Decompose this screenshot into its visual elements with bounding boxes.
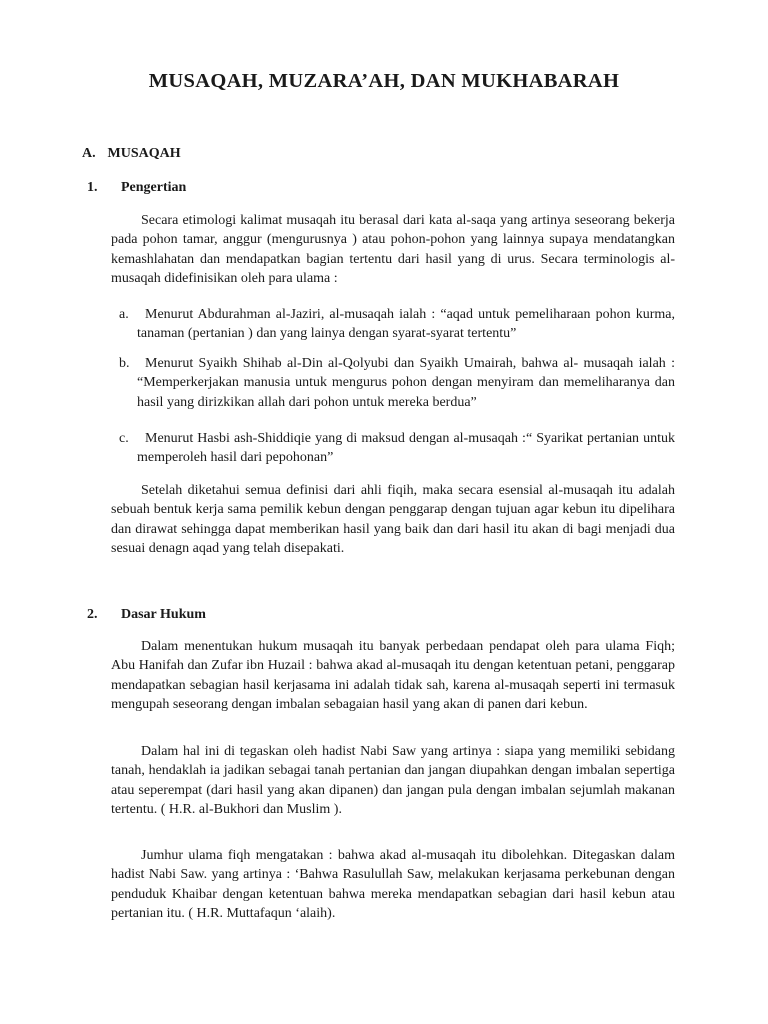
paragraph-hukum-2: Dalam hal ini di tegaskan oleh hadist Nabi Saw yang artinya : siapa yang memiliki sebidang tanah, hendaklah ia jadikan sebagai tanah pertanian dan jangan diupahkan dengan imbalan sepertiga atau seperempat (dari hasil yang akan dipanen) dan jangan pula dengan imbalan sejumlah makanan tertentu. ( H.R. al-Bukhori dan Muslim ). bbox=[111, 744, 675, 818]
subheading-pengertian bbox=[87, 180, 387, 200]
subheading-label: Dasar Hukum bbox=[121, 607, 206, 622]
subheading-number: 2. bbox=[87, 607, 98, 622]
list-item-text: Menurut Abdurahman al-Jaziri, al-musaqah ialah : “aqad untuk pemeliharaan pohon kurma, tanaman (pertanian ) dan yang lainya dengan syarat-syarat tertentu” bbox=[137, 307, 675, 342]
section-number: A. bbox=[82, 146, 96, 161]
paragraph-hukum-1: Dalam menentukan hukum musaqah itu banyak perbedaan pendapat oleh para ulama Fiqh; Abu Hanifah dan Zufar ibn Huzail : bahwa akad al-musaqah itu dengan ketentuan petani, penggarap mendapatkan sebagian hasil kerjasama ini adalah tidak sah, karena al-musaqah seperti ini termasuk mengupah seseorang dengan imbalan sebagaian hasil yang akan di panen dari kebun. bbox=[111, 639, 675, 713]
list-marker: b. bbox=[119, 356, 130, 371]
list-item-b bbox=[111, 354, 675, 412]
list-item-text: Menurut Syaikh Shihab al-Din al-Qolyubi dan Syaikh Umairah, bahwa al- musaqah ialah : “Memperkerjakan manusia untuk mengurus pohon dengan menyiram dan memeliharanya dan hasil yang dirizkikan allah dari pohon untuk mereka berdua” bbox=[137, 356, 675, 410]
section-label: MUSAQAH bbox=[107, 146, 181, 161]
section-heading-musaqah bbox=[82, 146, 181, 162]
subheading-number: 1. bbox=[87, 180, 98, 195]
paragraph-hukum-3: Jumhur ulama fiqh mengatakan : bahwa akad al-musaqah itu dibolehkan. Ditegaskan dalam hadist Nabi Saw. yang artinya : ‘Bahwa Rasulullah Saw, melakukan kerjasama perkebunan dengan penduduk Khaibar dengan ketentuan bahwa mereka mendapatkan sebagian dari hasil kebun atau pertanian itu. ( H.R. Muttafaqun ‘alaih). bbox=[111, 848, 675, 922]
list-item-c bbox=[111, 429, 675, 468]
list-marker: c. bbox=[119, 431, 129, 446]
list-item-a bbox=[111, 305, 675, 344]
list-item-text: Menurut Hasbi ash-Shiddiqie yang di maksud dengan al-musaqah :“ Syarikat pertanian untuk memperoleh hasil dari pepohonan” bbox=[137, 431, 675, 466]
paragraph-conclusion: Setelah diketahui semua definisi dari ahli fiqih, maka secara esensial al-musaqah itu adalah sebuah bentuk kerja sama pemilik kebun dengan penggarap dengan tujuan agar kebun itu dipelihara dan dirawat sehingga dapat memberikan hasil yang baik dan dari hasil itu akan di bagi menjadi dua sesuai denagn aqad yang telah disepakati. bbox=[111, 483, 675, 557]
paragraph-definition-intro: Secara etimologi kalimat musaqah itu berasal dari kata al-saqa yang artinya seseorang bekerja pada pohon tamar, anggur (mengurusnya ) atau pohon-pohon yang lainnya supaya mendatangkan kemashlahatan dan mendapatkan bagian tertentu dari hasil yang di urus. Secara terminologis al-musaqah didefinisikan oleh para ulama : bbox=[111, 213, 675, 287]
subheading-label: Pengertian bbox=[121, 180, 187, 195]
document-title: MUSAQAH, MUZARA’AH, DAN MUKHABARAH bbox=[148, 70, 620, 92]
list-marker: a. bbox=[119, 307, 129, 322]
subheading-dasar-hukum bbox=[87, 607, 387, 627]
